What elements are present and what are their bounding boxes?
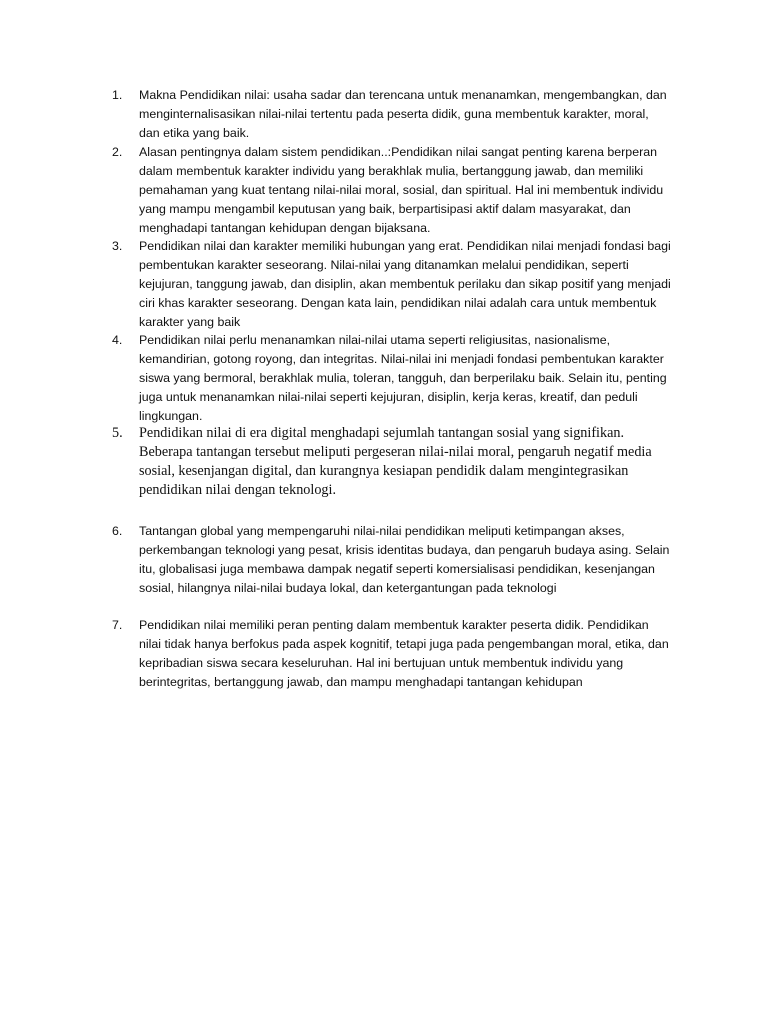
list-item <box>112 143 672 238</box>
list-item-text: Pendidikan nilai di era digital menghadapi sejumlah tantangan sosial yang signifikan. Beberapa tantangan tersebut meliputi pergeseran nilai-nilai moral, pengaruh negatif media sosial, kesenjangan digital, dan kurangnya kesiapan pendidik dalam mengintegrasikan pendidikan nilai dengan teknologi. <box>139 425 652 498</box>
list-item <box>112 237 672 332</box>
list-item <box>112 424 672 500</box>
list-item <box>112 522 672 598</box>
list-item-number: 7. <box>112 618 123 632</box>
list-item-text: Tantangan global yang mempengaruhi nilai-nilai pendidikan meliputi ketimpangan akses, perkembangan teknologi yang pesat, krisis identitas budaya, dan pengaruh budaya asing. Selain itu, globalisasi juga membawa dampak negatif seperti komersialisasi pendidikan, kesenjangan sosial, hilangnya nilai-nilai budaya lokal, dan ketergantungan pada teknologi <box>139 524 670 595</box>
list-item-text: Pendidikan nilai perlu menanamkan nilai-nilai utama seperti religiusitas, nasionalisme, kemandirian, gotong royong, dan integritas. Nilai-nilai ini menjadi fondasi pembentukan karakter siswa yang bermoral, berakhlak mulia, toleran, tangguh, dan berperilaku baik. Selain itu, penting juga untuk menanamkan nilai-nilai seperti kejujuran, disiplin, kerja keras, kreatif, dan peduli lingkungan. <box>139 333 667 423</box>
list-item <box>112 331 672 426</box>
list-item-text: Makna Pendidikan nilai: usaha sadar dan terencana untuk menanamkan, mengembangkan, dan menginternalisasikan nilai-nilai tertentu pada peserta didik, guna membentuk karakter, moral, dan etika yang baik. <box>139 88 667 140</box>
list-item-number: 1. <box>112 88 123 102</box>
list-item <box>112 616 672 692</box>
list-item-text: Pendidikan nilai dan karakter memiliki hubungan yang erat. Pendidikan nilai menjadi fondasi bagi pembentukan karakter seseorang. Nilai-nilai yang ditanamkan melalui pendidikan, seperti kejujuran, tanggung jawab, dan disiplin, akan membentuk perilaku dan sikap positif yang menjadi ciri khas karakter seseorang. Dengan kata lain, pendidikan nilai adalah cara untuk membentuk karakter yang baik <box>139 239 671 329</box>
list-item-number: 5. <box>112 425 123 441</box>
list-item-number: 3. <box>112 239 123 253</box>
list-item-number: 6. <box>112 524 123 538</box>
list-item-text: Pendidikan nilai memiliki peran penting dalam membentuk karakter peserta didik. Pendidikan nilai tidak hanya berfokus pada aspek kognitif, tetapi juga pada pengembangan moral, etika, dan kepribadian siswa secara keseluruhan. Hal ini bertujuan untuk membentuk individu yang berintegritas, bertanggung jawab, dan mampu menghadapi tantangan kehidupan <box>139 618 669 689</box>
list-item <box>112 86 672 143</box>
list-item-number: 4. <box>112 333 123 347</box>
list-item-text: Alasan pentingnya dalam sistem pendidikan..:Pendidikan nilai sangat penting karena berperan dalam membentuk karakter individu yang berakhlak mulia, bertanggung jawab, dan memiliki pemahaman yang kuat tentang nilai-nilai moral, sosial, dan spiritual. Hal ini membentuk individu yang mampu mengambil keputusan yang baik, berpartisipasi aktif dalam masyarakat, dan menghadapi tantangan kehidupan dengan bijaksana. <box>139 145 664 235</box>
list-item-number: 2. <box>112 145 123 159</box>
